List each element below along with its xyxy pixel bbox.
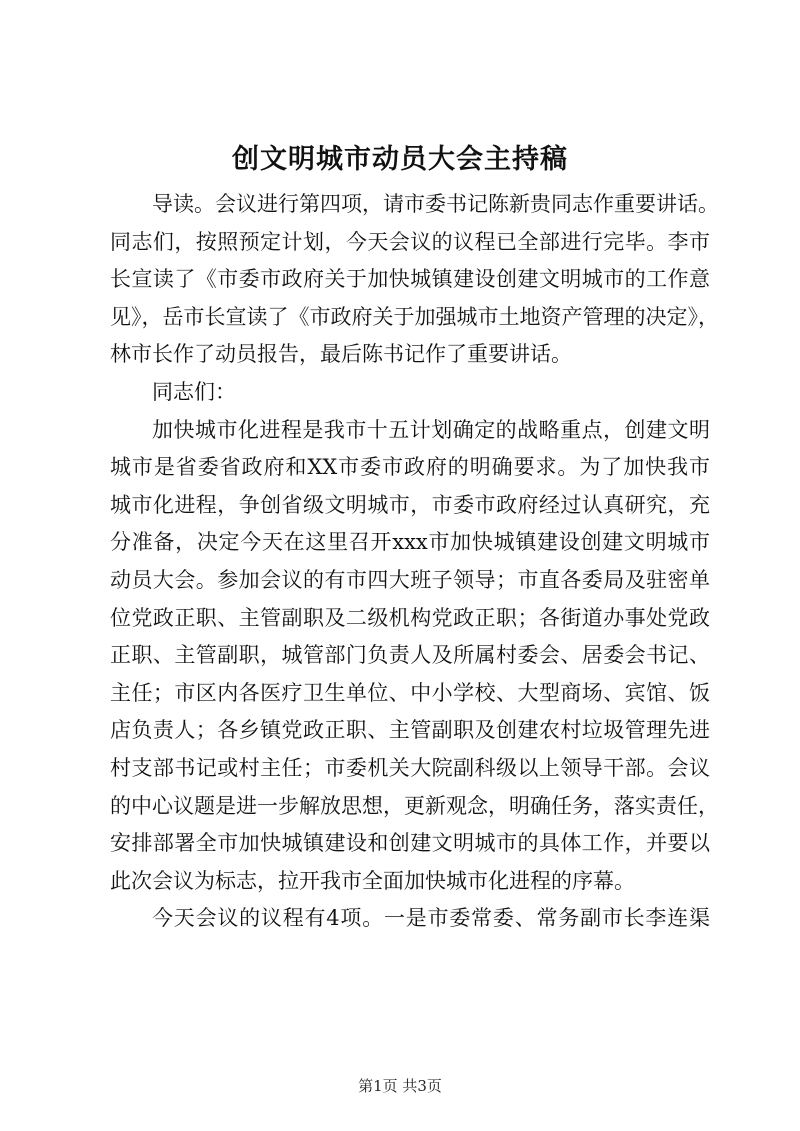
paragraph-line: 分准备，决定今天在这里召开xxx市加快城镇建设创建文明城市 (110, 530, 710, 555)
document-body (110, 186, 719, 938)
paragraph-line: 城市化进程，争创省级文明城市，市委市政府经过认真研究，充 (110, 492, 710, 517)
paragraph-line: 今天会议的议程有4项。一是市委常委、常务副市长李连渠 (152, 906, 710, 931)
paragraph-line: 见》，岳市长宣读了《市政府关于加强城市土地资产管理的决定》， (110, 304, 719, 329)
page-number-footer: 第1页 共3页 (358, 1077, 442, 1095)
paragraph-line: 店负责人；各乡镇党政正职、主管副职及创建农村垃圾管理先进 (110, 718, 710, 743)
paragraph-line: 同志们，按照预定计划，今天会议的议程已全部进行完毕。李市 (110, 229, 710, 254)
paragraph-line: 长宣读了《市委市政府关于加快城镇建设创建文明城市的工作意 (110, 267, 710, 292)
paragraph-line: 动员大会。参加会议的有市四大班子领导；市直各委局及驻密单 (110, 567, 710, 592)
paragraph-line: 加快城市化进程是我市十五计划确定的战略重点，创建文明 (152, 417, 710, 442)
paragraph-line: 城市是省委省政府和XX市委市政府的明确要求。为了加快我市 (110, 455, 710, 480)
paragraph-line: 位党政正职、主管副职及二级机构党政正职；各街道办事处党政 (110, 605, 710, 630)
paragraph-line: 导读。会议进行第四项，请市委书记陈新贵同志作重要讲话。 (152, 192, 719, 216)
paragraph-line: 村支部书记或村主任；市委机关大院副科级以上领导干部。会议 (110, 755, 710, 780)
document-title: 创文明城市动员大会主持稿 (232, 144, 568, 175)
paragraph-line: 主任；市区内各医疗卫生单位、中小学校、大型商场、宾馆、饭 (110, 680, 710, 705)
paragraph-line: 安排部署全市加快城镇建设和创建文明城市的具体工作，并要以 (110, 831, 710, 856)
paragraph-line: 正职、主管副职，城管部门负责人及所属村委会、居委会书记、 (110, 643, 710, 668)
paragraph-line: 林市长作了动员报告，最后陈书记作了重要讲话。 (110, 342, 572, 367)
paragraph-line: 的中心议题是进一步解放思想，更新观念，明确任务，落实责任， (110, 793, 719, 818)
paragraph-line: 此次会议为标志，拉开我市全面加快城市化进程的序幕。 (110, 868, 635, 893)
paragraph-line: 同志们： (152, 379, 236, 404)
